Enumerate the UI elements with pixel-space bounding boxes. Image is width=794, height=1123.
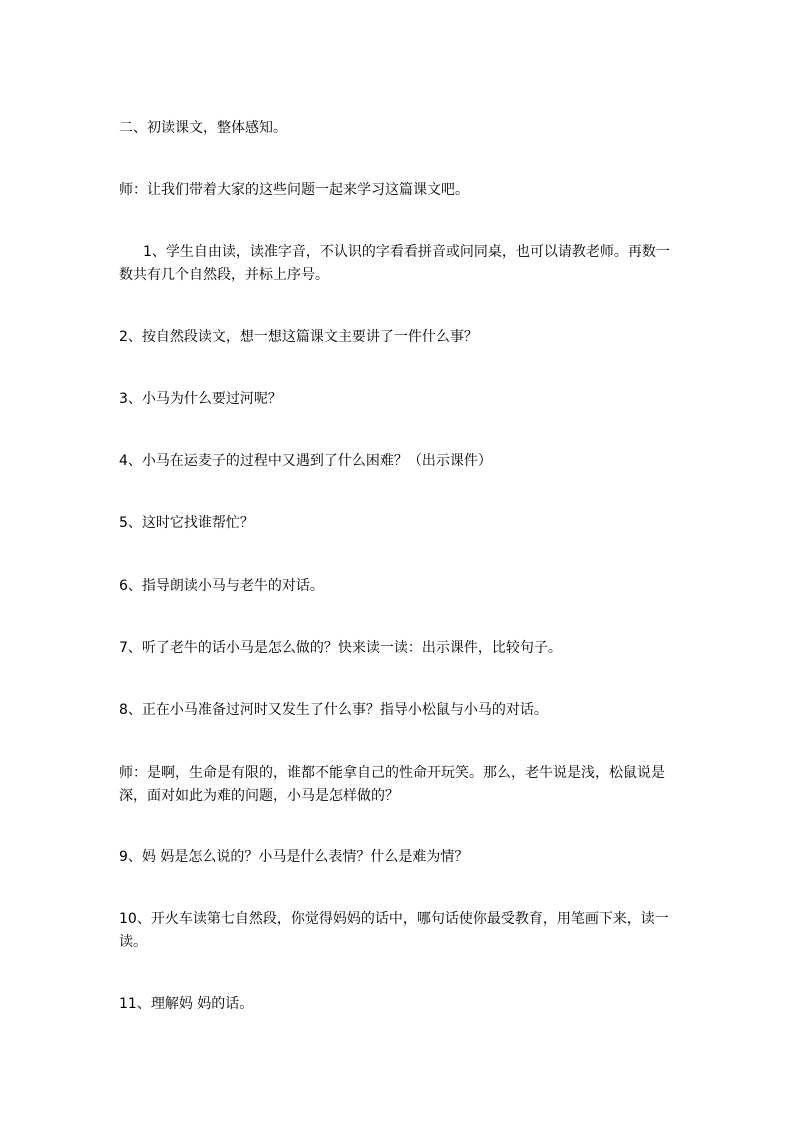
step-7-paragraph: 7、听了老牛的话小马是怎么做的？快来读一读：出示课件，比较句子。 [119, 640, 562, 656]
step-1-paragraph: 1、学生自由读，读准字音，不认识的字看看拼音或问同桌，也可以请教老师。再数一数共有几个自然段，并标上序号。 [119, 244, 670, 283]
teacher-intro-paragraph: 师：让我们带着大家的这些问题一起来学习这篇课文吧。 [119, 182, 469, 198]
step-10-paragraph: 10、开火车读第七自然段，你觉得妈妈的话中，哪句话使你最受教育，用笔画下来，读一读。 [119, 911, 669, 950]
step-5-paragraph: 5、这时它找谁帮忙？ [119, 515, 254, 531]
step-2-paragraph: 2、按自然段读文，想一想这篇课文主要讲了一件什么事？ [119, 329, 478, 345]
step-6-paragraph: 6、指导朗读小马与老牛的对话。 [119, 578, 324, 594]
step-8-paragraph: 8、正在小马准备过河时又发生了什么事？指导小松鼠与小马的对话。 [119, 702, 548, 718]
step-3-paragraph: 3、小马为什么要过河呢？ [119, 391, 282, 407]
section-heading: 二、初读课文，整体感知。 [119, 120, 287, 136]
teacher-comment-paragraph: 师：是啊，生命是有限的，谁都不能拿自己的性命开玩笑。那么，老牛说是浅，松鼠说是深，面对如此为难的问题，小马是怎样做的？ [119, 765, 665, 804]
step-4-paragraph: 4、小马在运麦子的过程中又遇到了什么困难？（出示课件） [119, 453, 492, 469]
step-11-paragraph: 11、理解妈 妈的话。 [119, 996, 254, 1012]
step-9-paragraph: 9、妈 妈是怎么说的？小马是什么表情？什么是难为情？ [119, 849, 469, 865]
